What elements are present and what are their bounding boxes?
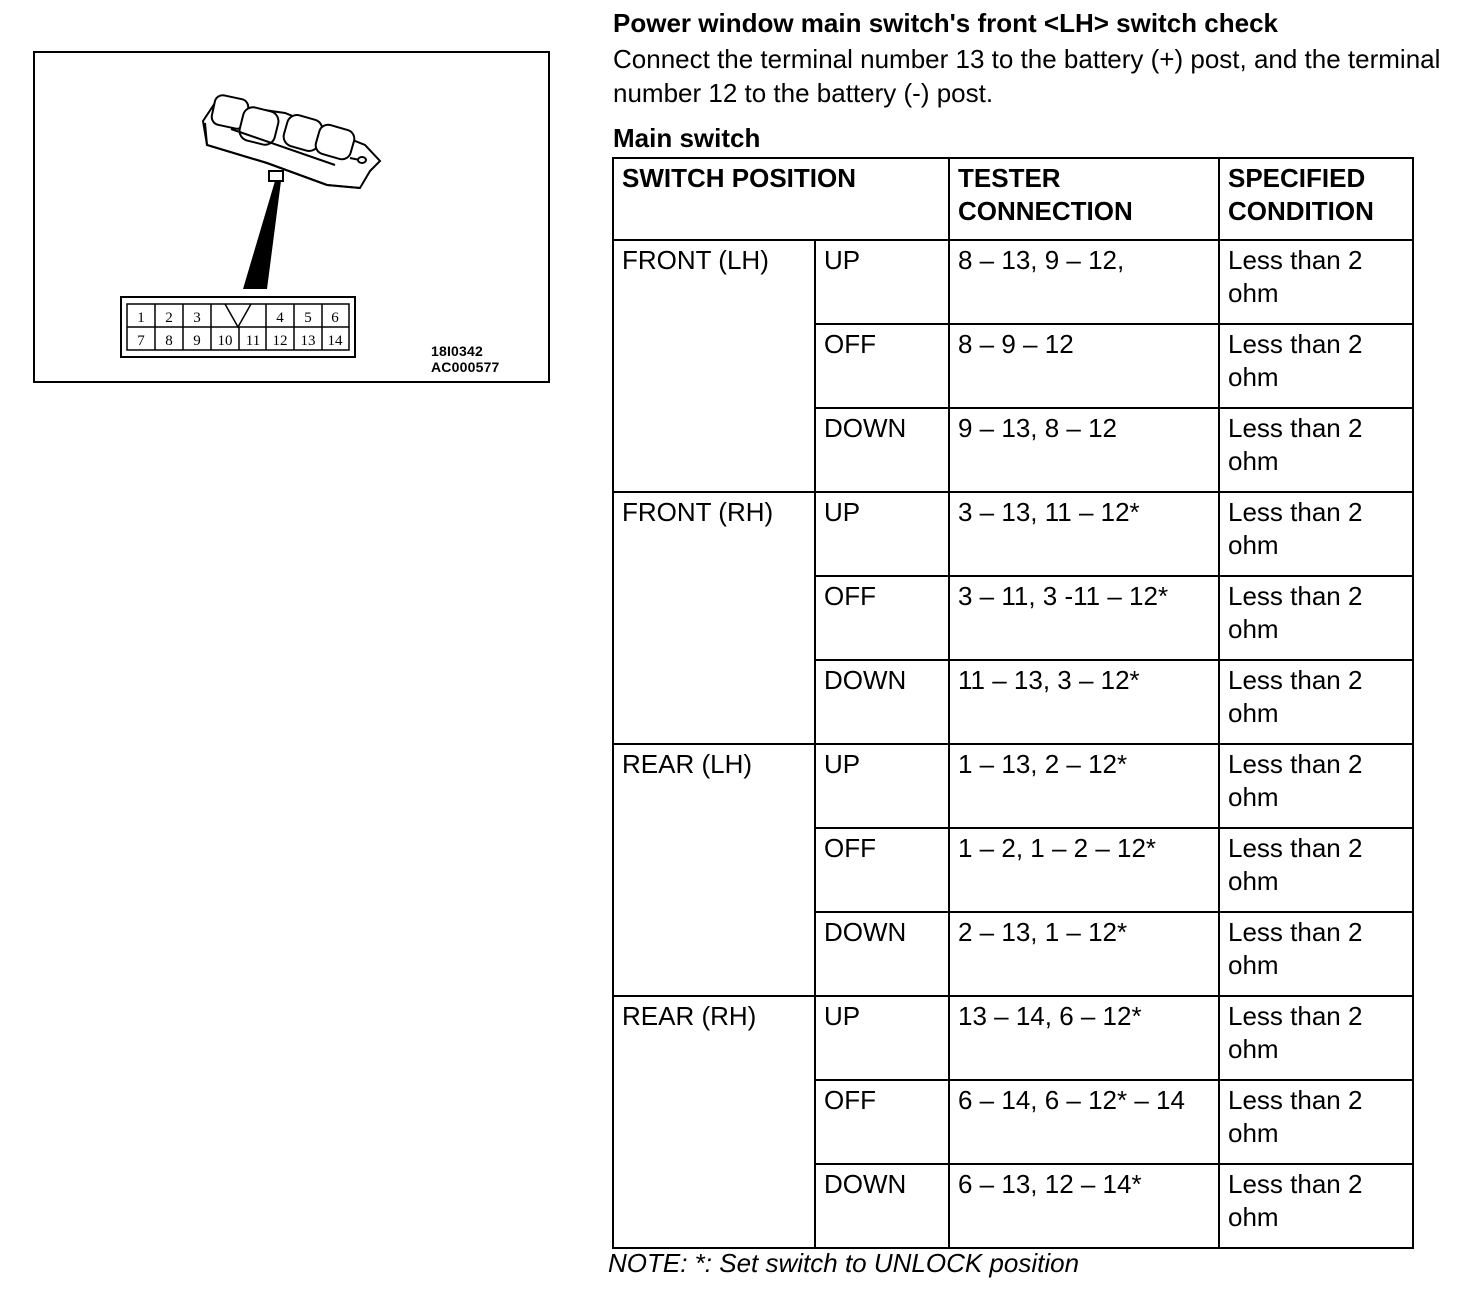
pin-label: 10 <box>217 333 233 349</box>
header-switch-position: SWITCH POSITION <box>613 158 949 240</box>
condition-cell: Less than 2 ohm <box>1219 660 1413 744</box>
group-label: REAR (RH) <box>613 996 815 1248</box>
table-row <box>613 240 1413 324</box>
pin-label: 2 <box>165 310 173 326</box>
switch-check-table <box>612 157 1414 1249</box>
table-row <box>613 744 1413 828</box>
connection-cell: 8 – 9 – 12 <box>949 324 1219 408</box>
page-title: Power window main switch's front <LH> switch check <box>613 8 1278 38</box>
table-row <box>613 996 1413 1080</box>
group-label: FRONT (RH) <box>613 492 815 744</box>
connection-cell: 11 – 13, 3 – 12* <box>949 660 1219 744</box>
condition-cell: Less than 2 ohm <box>1219 324 1413 408</box>
pin-label: 14 <box>327 333 343 349</box>
position-cell: UP <box>815 996 949 1080</box>
power-window-switch-drawing <box>203 94 380 188</box>
figure-code-1: 18I0342 <box>431 343 484 359</box>
figure-box <box>33 51 550 383</box>
intro-text: Connect the terminal number 13 to the battery (+) post, and the terminal number 12 to the battery (-) post. <box>613 44 1441 108</box>
table-subheading: Main switch <box>613 123 761 153</box>
position-cell: DOWN <box>815 660 949 744</box>
position-cell: DOWN <box>815 1164 949 1248</box>
condition-cell: Less than 2 ohm <box>1219 240 1413 324</box>
footnote: NOTE: *: Set switch to UNLOCK position <box>608 1248 1080 1278</box>
condition-cell: Less than 2 ohm <box>1219 996 1413 1080</box>
table-row <box>613 492 1413 576</box>
group-label: REAR (LH) <box>613 744 815 996</box>
group-label: FRONT (LH) <box>613 240 815 492</box>
connection-cell: 13 – 14, 6 – 12* <box>949 996 1219 1080</box>
condition-cell: Less than 2 ohm <box>1219 408 1413 492</box>
position-cell: UP <box>815 744 949 828</box>
position-cell: UP <box>815 240 949 324</box>
pin-label: 13 <box>300 333 316 349</box>
condition-cell: Less than 2 ohm <box>1219 828 1413 912</box>
condition-cell: Less than 2 ohm <box>1219 912 1413 996</box>
pin-label: 6 <box>331 310 339 326</box>
pointer-wedge <box>243 181 281 289</box>
condition-cell: Less than 2 ohm <box>1219 1164 1413 1248</box>
pin-label: 4 <box>276 310 284 326</box>
pin-label: 1 <box>137 310 145 326</box>
condition-cell: Less than 2 ohm <box>1219 744 1413 828</box>
connection-cell: 8 – 13, 9 – 12, <box>949 240 1219 324</box>
position-cell: OFF <box>815 576 949 660</box>
pin-label: 7 <box>137 333 145 349</box>
connection-cell: 3 – 13, 11 – 12* <box>949 492 1219 576</box>
connection-cell: 6 – 13, 12 – 14* <box>949 1164 1219 1248</box>
table-header-row <box>613 158 1413 240</box>
position-cell: UP <box>815 492 949 576</box>
connection-cell: 6 – 14, 6 – 12* – 14 <box>949 1080 1219 1164</box>
pin-label: 3 <box>193 310 201 326</box>
condition-cell: Less than 2 ohm <box>1219 492 1413 576</box>
position-cell: DOWN <box>815 408 949 492</box>
connection-cell: 3 – 11, 3 -11 – 12* <box>949 576 1219 660</box>
pin-label: 11 <box>245 333 261 349</box>
connection-cell: 1 – 2, 1 – 2 – 12* <box>949 828 1219 912</box>
pin-label: 5 <box>304 310 312 326</box>
pin-label: 9 <box>193 333 201 349</box>
connector-diagram <box>121 297 355 357</box>
header-tester-connection: TESTER CONNECTION <box>949 158 1219 240</box>
figure-code-2: AC000577 <box>431 359 500 375</box>
pin-label: 12 <box>272 333 288 349</box>
condition-cell: Less than 2 ohm <box>1219 576 1413 660</box>
position-cell: OFF <box>815 1080 949 1164</box>
connection-cell: 1 – 13, 2 – 12* <box>949 744 1219 828</box>
condition-cell: Less than 2 ohm <box>1219 1080 1413 1164</box>
position-cell: OFF <box>815 828 949 912</box>
header-specified-condition: SPECIFIED CONDITION <box>1219 158 1413 240</box>
pin-label: 8 <box>165 333 173 349</box>
position-cell: OFF <box>815 324 949 408</box>
position-cell: DOWN <box>815 912 949 996</box>
connection-cell: 9 – 13, 8 – 12 <box>949 408 1219 492</box>
connection-cell: 2 – 13, 1 – 12* <box>949 912 1219 996</box>
switch-illustration <box>35 53 548 381</box>
